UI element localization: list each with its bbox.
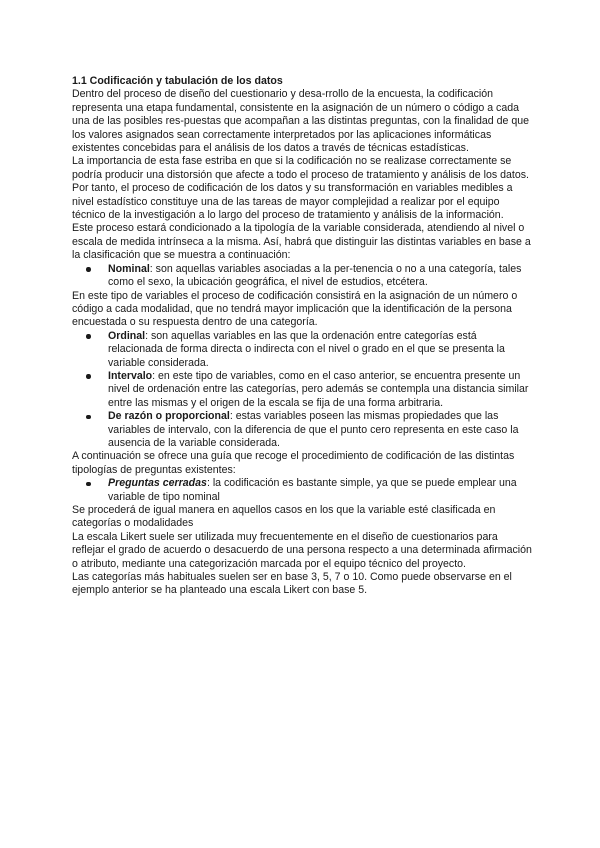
definition-ordinal: : son aquellas variables en las que la ordenación entre categorías está relacionada de forma directa o indirecta con el nivel o grado en el que se presenta la variable considerada.	[108, 329, 505, 369]
definition-razon: : estas variables poseen las mismas propiedades que las variables de intervalo, con la diferencia de que el punto cero representa en este caso la ausencia de la variable considerada.	[108, 410, 519, 449]
paragraph-intro: Dentro del proceso de diseño del cuestionario y desa-rrollo de la encuesta, la codificación representa una etapa fundamental, consistente en la asignación de un número o código a cada una de las posibles res-puestas que acompañan a las distintas preguntas, con la finalidad de que los valores asignados sean correctamente interpretados por las aplicaciones informáticas existentes concebidas para el análisis de los datos a través de técnicas estadísticas.	[72, 88, 530, 155]
list-item-nominal	[108, 263, 532, 290]
term-intervalo: Intervalo	[108, 369, 153, 382]
definition-intervalo: : en este tipo de variables, como en el caso anterior, se encuentra presente un nivel de ordenación entre las categorías, pero además se contempla una distancia similar entre las mismas y el origen de la escala se fija de una forma arbitraria.	[108, 369, 529, 409]
paragraph-nominal-coding: En este tipo de variables el proceso de codificación consistirá en la asignación de un número o código a cada modalidad, que no tendrá mayor implicación que la identificación de la persona encuestada o su respuesta dentro de una categoría.	[72, 289, 518, 329]
document-page	[72, 75, 532, 598]
paragraph-importance: La importancia de esta fase estriba en que si la codificación no se realizase correctamente se podría producir una distorsión que afecte a todo el proceso de tratamiento y análisis de los datos.	[72, 155, 529, 181]
definition-nominal: : son aquellas variables asociadas a la per-tenencia o no a una categoría, tales como el sexo, la ubicación geográfica, el nivel de estudios, etcétera.	[108, 262, 522, 289]
paragraph-complexity: Por tanto, el proceso de codificación de los datos y su transformación en variables medibles a nivel estadístico constituye una de las tareas de mayor complejidad a realizar por el equipo técnico de la investigación a lo largo del proceso de tratamiento y análisis de la información.	[72, 182, 513, 222]
definition-preguntas-cerradas: : la codificación es bastante simple, ya que se puede emplear una variable de tipo nominal	[108, 477, 517, 503]
question-type-list	[72, 477, 532, 504]
paragraph-guide: A continuación se ofrece una guía que recoge el procedimiento de codificación de las distintas tipologías de preguntas existentes:	[72, 450, 515, 476]
paragraph-likert: La escala Likert suele ser utilizada muy frecuentemente en el diseño de cuestionarios para reflejar el grado de acuerdo o desacuerdo de una persona respecto a una determinada afirmación o atributo, mediante una categorización marcada por el equipo técnico del proyecto.	[72, 530, 532, 570]
term-nominal: Nominal	[108, 262, 150, 275]
term-ordinal: Ordinal	[108, 329, 146, 342]
term-razon: De razón o proporcional	[108, 410, 230, 423]
list-item-razon	[108, 410, 532, 450]
term-preguntas-cerradas: Preguntas cerradas	[108, 477, 207, 490]
paragraph-categories: Se procederá de igual manera en aquellos casos en los que la variable esté clasificada en categorías o modalidades	[72, 504, 496, 530]
variable-type-list-1	[72, 263, 532, 290]
variable-type-list-2	[72, 330, 532, 451]
list-item-preguntas-cerradas	[108, 477, 532, 504]
list-item-intervalo	[108, 370, 532, 410]
paragraph-typology: Este proceso estará condicionado a la tipología de la variable considerada, atendiendo al nivel o escala de medida intrínseca a la misma. Así, habrá que distinguir las distintas variables en base a la clasificación que se muestra a continuación:	[72, 222, 531, 262]
section-title: 1.1 Codificación y tabulación de los datos	[72, 75, 283, 87]
paragraph-likert-bases: Las categorías más habituales suelen ser en base 3, 5, 7 o 10. Como puede observarse en el ejemplo anterior se ha planteado una escala Likert con base 5.	[72, 571, 512, 597]
list-item-ordinal	[108, 330, 532, 370]
